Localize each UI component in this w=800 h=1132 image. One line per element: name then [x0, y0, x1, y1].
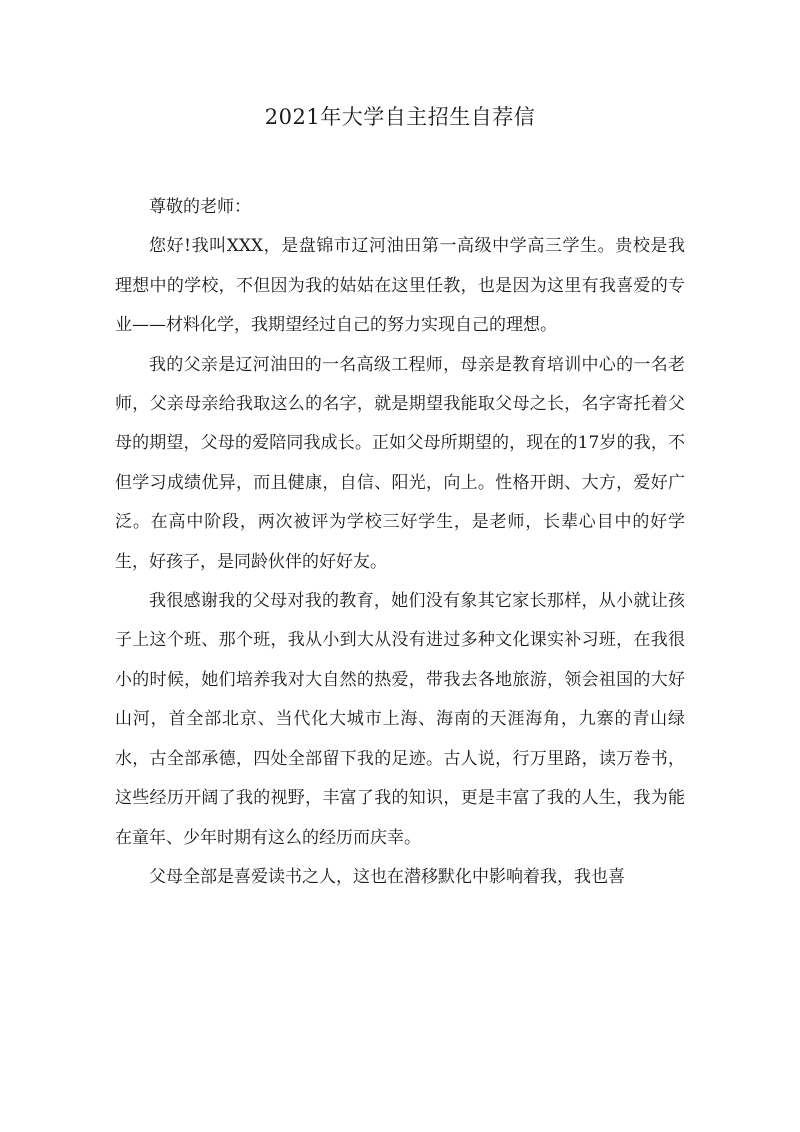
- letter-body: [115, 188, 685, 897]
- paragraph-4: 父母全部是喜爱读书之人，这也在潜移默化中影响着我，我也喜: [149, 866, 625, 887]
- salutation: 尊敬的老师：: [149, 197, 251, 217]
- paragraph-1: 您好!我叫XXX，是盘锦市辽河油田第一高级中学高三学生。贵校是我理想中的学校，不但因为我的姑姑在这里任教，也是因为这里有我喜爱的专业——材料化学，我期望经过自己的努力实现自己的理想。: [115, 236, 685, 336]
- document-title: 2021年大学自主招生自荐信: [264, 105, 536, 129]
- paragraph-3: 我很感谢我的父母对我的教育，她们没有象其它家长那样，从小就让孩子上这个班、那个班，我从小到大从没有进过多种文化课实补习班，在我很小的时候，她们培养我对大自然的热爱，带我去各地旅游，领会祖国的大好山河，首全部北京、当代化大城市上海、海南的天涯海角，九寨的青山绿水，古全部承德，四处全部留下我的足迹。古人说，行万里路，读万卷书，这些经历开阔了我的视野，丰富了我的知识，更是丰富了我的人生，我为能在童年、少年时期有这么的经历而庆幸。: [115, 591, 685, 848]
- paragraph-2: 我的父亲是辽河油田的一名高级工程师，母亲是教育培训中心的一名老师，父亲母亲给我取这么的名字，就是期望我能取父母之长，名字寄托着父母的期望，父母的爱陪同我成长。正如父母所期望的，现在的17岁的我，不但学习成绩优异，而且健康，自信、阳光，向上。性格开朗、大方，爱好广泛。在高中阶段，两次被评为学校三好学生，是老师，长辈心目中的好学生，好孩子，是同龄伙伴的好好友。: [115, 354, 685, 572]
